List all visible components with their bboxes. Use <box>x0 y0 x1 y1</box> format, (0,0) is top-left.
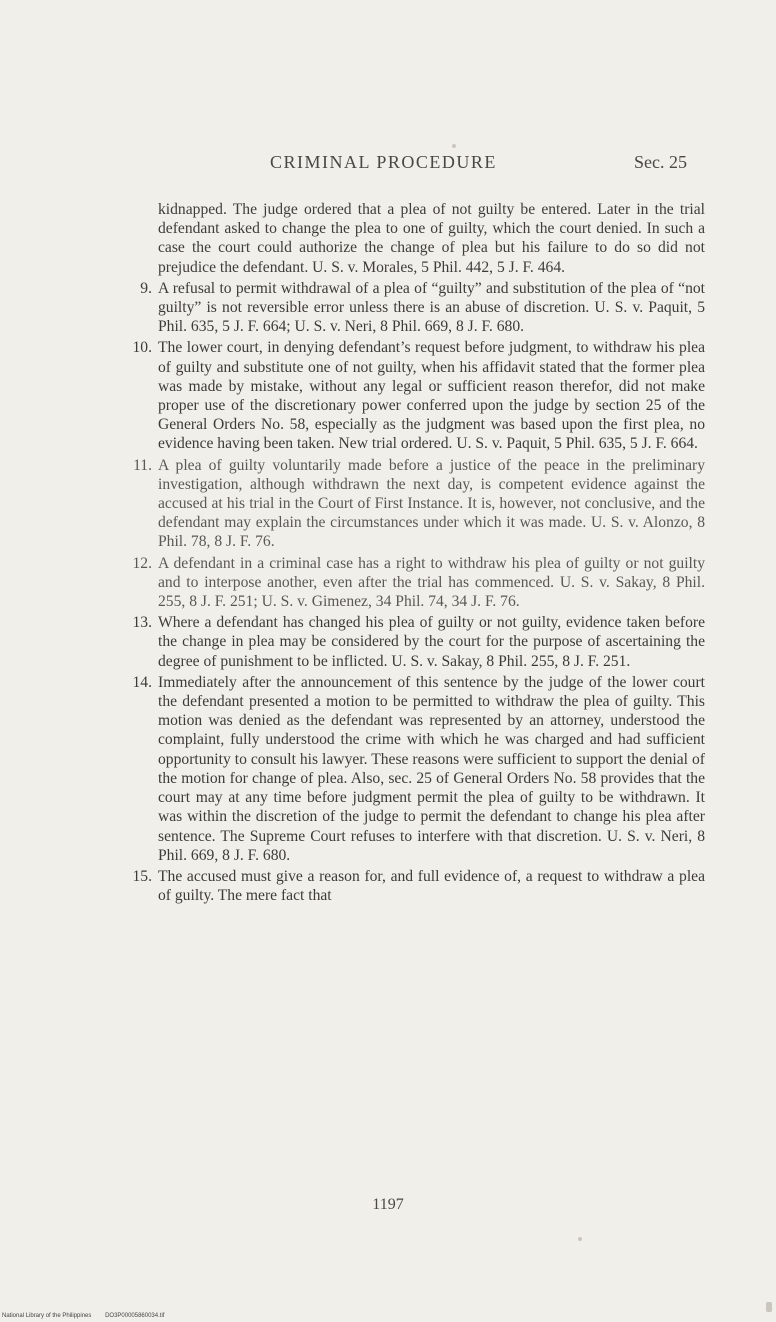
item-number: 14. <box>132 673 152 691</box>
item-number: 15. <box>132 867 152 885</box>
library-name: National Library of the Philippines <box>2 1313 92 1319</box>
item-number: 10. <box>132 339 152 357</box>
ink-speck <box>578 1237 582 1241</box>
item-number: 12. <box>132 554 152 572</box>
item-text: A refusal to permit withdrawal of a plea of “guilty” and substitution of the plea of “not guilty” is not reversible error unless there is an abuse of discretion. U. S. v. Paquit, 5 Phil. 635, 5 J. F. 664; U. S. v. Neri, 8 Phil. 669, 8 J. F. 680. <box>158 279 705 336</box>
running-header <box>0 152 776 182</box>
section-label: Sec. 25 <box>634 152 687 172</box>
list-item <box>100 554 705 612</box>
list-item <box>100 279 705 337</box>
list-item <box>100 338 705 453</box>
document-body <box>100 200 705 907</box>
item-text: The accused must give a reason for, and full evidence of, a request to withdraw a plea of guilty. The mere fact that <box>158 867 705 905</box>
list-item <box>100 673 705 865</box>
ink-speck <box>766 1302 772 1312</box>
file-code: DO3P00005860034.tif <box>105 1313 165 1319</box>
scan-footer <box>2 1313 176 1319</box>
list-item <box>100 867 705 905</box>
item-number: 9. <box>140 279 152 297</box>
continuation-paragraph: kidnapped. The judge ordered that a plea of not guilty be entered. Later in the trial defendant asked to change the plea to one of guilty, which the court denied. In such a case the court could authorize the change of plea but his failure to do so did not prejudice the defendant. U. S. v. Morales, 5 Phil. 442, 5 J. F. 464. <box>158 201 705 276</box>
item-text: A plea of guilty voluntarily made before a justice of the peace in the preliminary investigation, although withdrawn the next day, is competent evidence against the accused at his trial in the Court of First Instance. It is, however, not conclusive, and the defendant may explain the circumstances under which it was made. U. S. v. Alonzo, 8 Phil. 78, 8 J. F. 76. <box>158 456 705 551</box>
item-number: 11. <box>133 456 152 474</box>
ink-speck <box>452 144 456 148</box>
item-number: 13. <box>132 614 152 632</box>
page-number: 1197 <box>372 1196 404 1213</box>
list-item <box>100 456 705 552</box>
item-text: A defendant in a criminal case has a right to withdraw his plea of guilty or not guilty and to interpose another, even after the trial has commenced. U. S. v. Sakay, 8 Phil. 255, 8 J. F. 251; U. S. v. Gimenez, 34 Phil. 74, 34 J. F. 76. <box>158 554 705 611</box>
item-text: Where a defendant has changed his plea of guilty or not guilty, evidence taken before the change in plea may be considered by the court for the purpose of ascertaining the degree of punishment to be inflicted. U. S. v. Sakay, 8 Phil. 255, 8 J. F. 251. <box>158 614 705 670</box>
list-item <box>100 613 705 671</box>
item-text: Immediately after the announcement of this sentence by the judge of the lower court the defendant presented a motion to be permitted to withdraw the plea of guilty. This motion was denied as the defendant was represented by an attorney, understood the complaint, fully understood the crime with which he was charged and had sufficient opportunity to consult his lawyer. These reasons were sufficient to support the denial of the motion for change of plea. Also, sec. 25 of General Orders No. 58 provides that the court may at any time before judgment permit the plea of guilty to be withdrawn. It was within the discretion of the judge to permit the defendant to change his plea after sentence. The Supreme Court refuses to interfere with that discretion. U. S. v. Neri, 8 Phil. 669, 8 J. F. 680. <box>158 673 705 864</box>
running-title: CRIMINAL PROCEDURE <box>270 152 497 172</box>
item-text: The lower court, in denying defendant’s request before judgment, to withdraw his plea of guilty and substitute one of not guilty, when his affidavit stated that the former plea was made by mistake, without any legal or sufficient reason therefor, did not make proper use of the discretionary power conferred upon the judge by section 25 of the General Orders No. 58, especially as the judgment was based upon the first plea, no evidence having been taken. New trial ordered. U. S. v. Paquit, 5 Phil. 635, 5 J. F. 664. <box>158 339 705 453</box>
